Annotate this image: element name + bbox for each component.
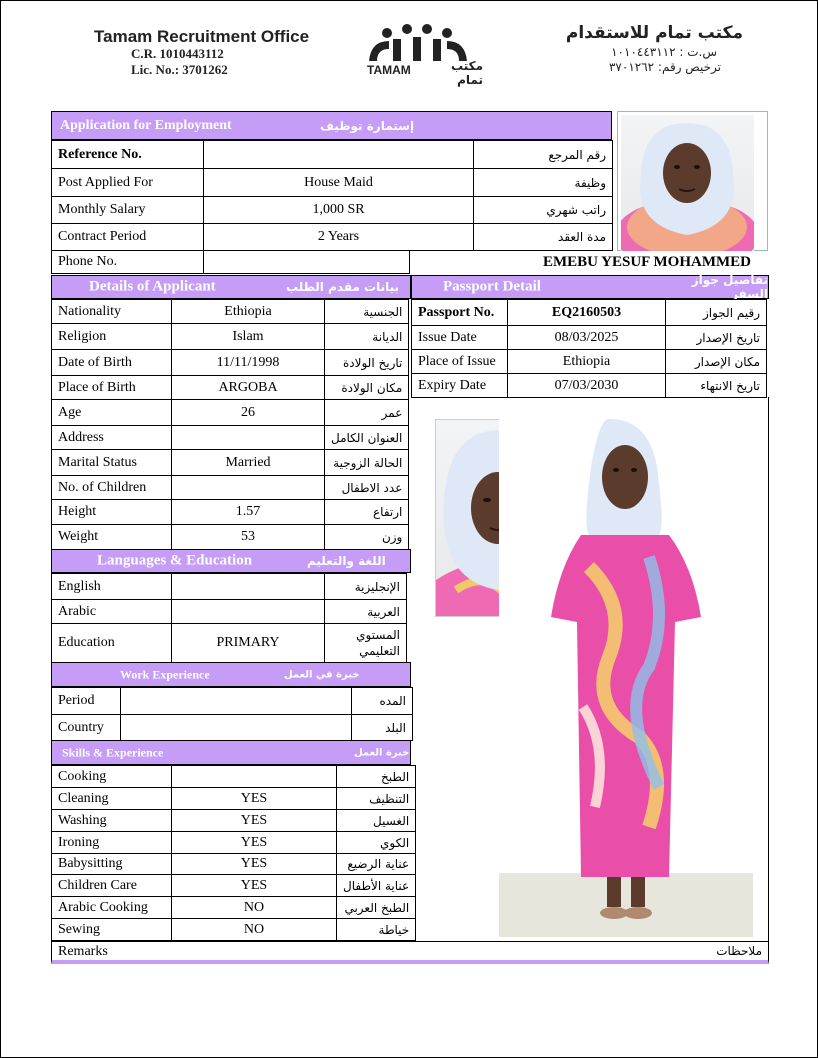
table-row xyxy=(52,875,416,897)
work-label: Country xyxy=(52,715,121,741)
passport-value[interactable]: 08/03/2025 xyxy=(508,326,666,350)
detail-label: Age xyxy=(52,400,172,426)
logo-latin-text: TAMAM xyxy=(367,63,411,77)
skill-label: Ironing xyxy=(52,832,172,854)
work-title-en: Work Experience xyxy=(120,667,210,681)
table-row xyxy=(52,574,407,600)
detail-label-ar: الديانة xyxy=(325,324,409,350)
table-row xyxy=(52,766,416,788)
detail-label: Religion xyxy=(52,324,172,350)
skill-label-ar: الطبخ العربي xyxy=(337,897,416,919)
skill-value[interactable]: YES xyxy=(172,832,337,854)
skill-label-ar: عناية الأطفال xyxy=(337,875,416,897)
passport-label-ar: تاريخ الإصدار xyxy=(666,326,767,350)
skill-value[interactable]: YES xyxy=(172,854,337,875)
full-body-photo xyxy=(499,407,753,937)
table-row xyxy=(52,197,613,224)
remarks-label: Remarks xyxy=(58,944,108,959)
table-row xyxy=(52,788,416,810)
portrait-photo-frame xyxy=(617,111,768,251)
skill-value[interactable]: NO xyxy=(172,897,337,919)
portrait-photo xyxy=(621,115,754,251)
table-row xyxy=(52,525,409,550)
table-row xyxy=(52,854,416,875)
skill-label: Cleaning xyxy=(52,788,172,810)
photo-panel xyxy=(411,397,769,941)
skill-value[interactable] xyxy=(172,766,337,788)
detail-value[interactable]: 26 xyxy=(172,400,325,426)
detail-label-ar: ارتفاع xyxy=(325,500,409,525)
passport-value[interactable]: EQ2160503 xyxy=(508,300,666,326)
license-number-ar: ترخيص رقم: ٣٧٠١٢٦٢ xyxy=(608,60,721,74)
skill-label-ar: الكوي xyxy=(337,832,416,854)
language-value[interactable] xyxy=(172,600,325,624)
applicant-name: EMEBU YESUF MOHAMMED xyxy=(542,254,751,270)
table-row xyxy=(52,141,613,169)
detail-label-ar: الجنسية xyxy=(325,300,409,324)
cr-number-en: C.R. 1010443112 xyxy=(131,46,224,61)
skill-value[interactable]: YES xyxy=(172,810,337,832)
passport-title-band xyxy=(411,275,769,299)
company-name-en: Tamam Recruitment Office xyxy=(94,27,310,46)
post-label-ar: وظيفة xyxy=(474,169,613,197)
table-row xyxy=(52,400,409,426)
passport-label-ar: مكان الإصدار xyxy=(666,350,767,374)
reference-label: Reference No. xyxy=(52,141,204,169)
skill-label: Babysitting xyxy=(52,854,172,875)
work-label: Period xyxy=(52,688,121,715)
salary-label-ar: راتب شهري xyxy=(474,197,613,224)
remarks-label-ar: ملاحظات xyxy=(716,944,762,958)
table-row xyxy=(52,715,413,741)
detail-label: Weight xyxy=(52,525,172,550)
detail-label-ar: عمر xyxy=(325,400,409,426)
skill-label: Arabic Cooking xyxy=(52,897,172,919)
table-row xyxy=(52,897,416,919)
table-row xyxy=(412,300,767,326)
detail-value[interactable]: 53 xyxy=(172,525,325,550)
table-row xyxy=(52,500,409,525)
passport-label: Place of Issue xyxy=(412,350,508,374)
details-title-band xyxy=(51,275,411,299)
passport-title-en: Passport Detail xyxy=(443,278,541,295)
table-row xyxy=(52,688,413,715)
full-body-figure xyxy=(499,407,753,937)
languages-title-band xyxy=(51,549,411,573)
work-title-band xyxy=(51,662,411,687)
reference-value[interactable] xyxy=(204,141,474,169)
post-value[interactable]: House Maid xyxy=(204,169,474,197)
salary-label: Monthly Salary xyxy=(52,197,204,224)
skill-label: Sewing xyxy=(52,919,172,941)
phone-value[interactable] xyxy=(204,251,410,273)
language-label-ar: العربية xyxy=(325,600,407,624)
passport-value[interactable]: 07/03/2030 xyxy=(508,374,666,398)
education-label: Education xyxy=(52,624,172,663)
table-row xyxy=(52,169,613,197)
work-title-ar: خبرة في العمل xyxy=(284,669,360,680)
skill-value[interactable]: NO xyxy=(172,919,337,941)
tamam-logo xyxy=(363,23,483,87)
table-row xyxy=(52,350,409,376)
passport-label-ar: رقيم الجواز xyxy=(666,300,767,326)
table-row xyxy=(52,300,409,324)
table-row xyxy=(52,624,407,663)
work-table xyxy=(51,687,413,741)
detail-value[interactable]: 11/11/1998 xyxy=(172,350,325,376)
detail-label-ar: وزن xyxy=(325,525,409,550)
table-row xyxy=(52,251,410,273)
license-number-en: Lic. No.: 3701262 xyxy=(131,62,228,77)
language-label: Arabic xyxy=(52,600,172,624)
skill-value[interactable]: YES xyxy=(172,788,337,810)
skills-table xyxy=(51,765,416,941)
skill-label: Washing xyxy=(52,810,172,832)
skill-label-ar: خياطة xyxy=(337,919,416,941)
table-row xyxy=(52,450,409,476)
application-title-ar: إستمارة توظيف xyxy=(320,118,415,133)
detail-value[interactable]: Islam xyxy=(172,324,325,350)
table-row xyxy=(412,374,767,398)
detail-label-ar: تاريخ الولادة xyxy=(325,350,409,376)
skill-label: Cooking xyxy=(52,766,172,788)
details-table xyxy=(51,299,409,550)
skill-label-ar: التنظيف xyxy=(337,788,416,810)
languages-title-ar: اللغة والتعليم xyxy=(307,554,386,568)
skills-title-band xyxy=(51,740,411,765)
work-value[interactable] xyxy=(121,688,352,715)
table-row xyxy=(52,832,416,854)
skills-title-ar: خبرة العمل xyxy=(354,747,410,758)
passport-label: Issue Date xyxy=(412,326,508,350)
passport-label: Passport No. xyxy=(412,300,508,326)
logo-arabic-text: مكتب تمام xyxy=(450,59,483,87)
passport-label: Expiry Date xyxy=(412,374,508,398)
table-row xyxy=(52,224,613,251)
details-title-en: Details of Applicant xyxy=(89,278,216,295)
language-label: English xyxy=(52,574,172,600)
languages-title-en: Languages & Education xyxy=(97,552,253,569)
table-row xyxy=(52,426,409,450)
education-value[interactable]: PRIMARY xyxy=(172,624,325,663)
detail-value[interactable]: Ethiopia xyxy=(172,300,325,324)
table-row xyxy=(412,326,767,350)
detail-value[interactable] xyxy=(172,426,325,450)
detail-label: Date of Birth xyxy=(52,350,172,376)
detail-label: No. of Children xyxy=(52,476,172,500)
remarks-row xyxy=(51,941,769,964)
skill-value[interactable]: YES xyxy=(172,875,337,897)
phone-table xyxy=(51,251,410,274)
phone-label: Phone No. xyxy=(52,251,204,273)
detail-label: Nationality xyxy=(52,300,172,324)
work-label-ar: المده xyxy=(352,688,413,715)
education-label-ar: المستوي التعليمي xyxy=(325,624,407,663)
contract-label-ar: مدة العقد xyxy=(474,224,613,251)
contract-value[interactable]: 2 Years xyxy=(204,224,474,251)
cr-number-ar: س.ت : ١٠١٠٤٤٣١١٢ xyxy=(611,45,717,59)
table-row xyxy=(52,810,416,832)
passport-table xyxy=(411,299,767,398)
table-row xyxy=(52,376,409,400)
detail-value[interactable]: 1.57 xyxy=(172,500,325,525)
detail-label-ar: مكان الولادة xyxy=(325,376,409,400)
detail-label: Marital Status xyxy=(52,450,172,476)
detail-label-ar: الحالة الزوجية xyxy=(325,450,409,476)
post-label: Post Applied For xyxy=(52,169,204,197)
table-row xyxy=(52,476,409,500)
passport-label-ar: تاريخ الانتهاء xyxy=(666,374,767,398)
passport-value[interactable]: Ethiopia xyxy=(508,350,666,374)
detail-label-ar: عدد الاطفال xyxy=(325,476,409,500)
details-title-ar: بيانات مقدم الطلب xyxy=(286,280,400,294)
skill-label-ar: الغسيل xyxy=(337,810,416,832)
detail-value[interactable] xyxy=(172,476,325,500)
skills-title-en: Skills & Experience xyxy=(62,745,164,759)
detail-value[interactable]: ARGOBA xyxy=(172,376,325,400)
detail-label: Place of Birth xyxy=(52,376,172,400)
language-label-ar: الإنجليزية xyxy=(325,574,407,600)
table-row xyxy=(52,324,409,350)
skill-label: Children Care xyxy=(52,875,172,897)
table-row xyxy=(412,350,767,374)
table-row xyxy=(52,919,416,941)
reference-label-ar: رقم المرجع xyxy=(474,141,613,169)
portrait-figure xyxy=(621,115,754,251)
application-table xyxy=(51,140,613,251)
application-title-en: Application for Employment xyxy=(60,117,232,133)
detail-label: Address xyxy=(52,426,172,450)
skill-label-ar: الطبخ xyxy=(337,766,416,788)
skill-label-ar: عناية الرضيع xyxy=(337,854,416,875)
contract-label: Contract Period xyxy=(52,224,204,251)
salary-value[interactable]: 1,000 SR xyxy=(204,197,474,224)
detail-label-ar: العنوان الكامل xyxy=(325,426,409,450)
language-value[interactable] xyxy=(172,574,325,600)
passport-title-ar: تفاصيل جواز السفر xyxy=(691,273,768,301)
work-value[interactable] xyxy=(121,715,352,741)
table-row xyxy=(52,600,407,624)
detail-label: Height xyxy=(52,500,172,525)
detail-value[interactable]: Married xyxy=(172,450,325,476)
work-label-ar: البلد xyxy=(352,715,413,741)
languages-table xyxy=(51,573,407,663)
application-title-band xyxy=(51,111,612,140)
company-name-ar: مكتب تمام للاستقدام xyxy=(565,23,743,43)
